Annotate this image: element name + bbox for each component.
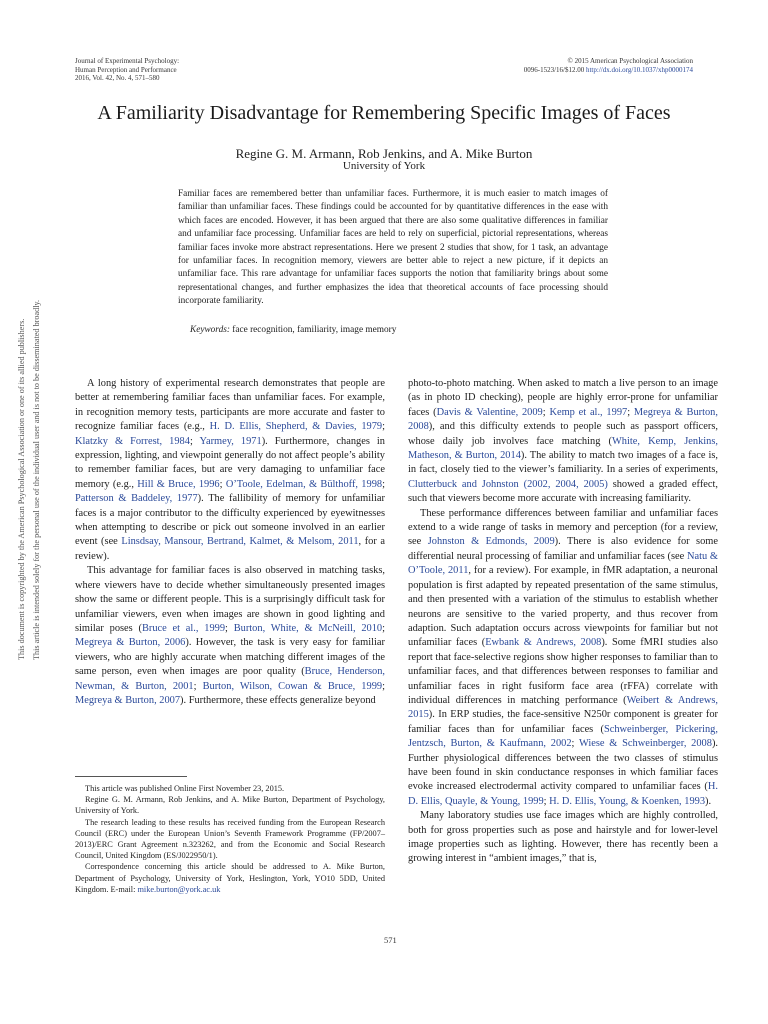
affiliation: University of York [342, 160, 426, 172]
footnote-text: The research leading to these results has received funding from the European Research Council (ERC) under the European Union’s Seventh Framework Programme (FP/2007–2013)/ERC Grant Agreement n.323262, and from the Economic and Social Research Council, United Kingdom (ES/J022950/1). [75, 817, 385, 861]
copyright-header [393, 57, 693, 74]
keywords-label: Keywords: [190, 325, 230, 335]
issn-price: 0096-1523/16/$12.00 [523, 65, 585, 74]
article-title: A Familiarity Disadvantage for Remembering Specific Images of Faces [97, 102, 671, 124]
citation-link[interactable]: Linsdsay, Mansour, Bertrand, Kalmet, & Melsom, 2011 [121, 536, 359, 548]
body-text: Many laboratory studies use face images which are highly controlled, both for gross properties such as pose and hairstyle and for lower-level image properties such as lighting. However, there has recently been a growing interest in “ambient images,” that is, [408, 810, 718, 865]
body-paragraph [408, 809, 718, 867]
body-text: ). Furthermore, changes in expression, lighting, and viewpoint generally do not affect people’s ability to remember familiar faces, but are very damaging to unfamiliar face memory (e.g., [75, 435, 385, 490]
left-column [75, 377, 385, 708]
citation-link[interactable]: Burton, Wilson, Cowan & Bruce, 1999 [202, 680, 383, 692]
citation-link[interactable]: H. D. Ellis, Young, & Koenken, 1993 [549, 795, 706, 807]
body-text: ). In ERP studies, the face-sensitive N250r component is greater for familiar faces than for unfamiliar faces ( [408, 709, 718, 735]
journal-header-line: Human Perception and Performance [75, 65, 177, 74]
footnote-text: Regine G. M. Armann, Rob Jenkins, and A. Mike Burton, Department of Psychology, University of York. [75, 795, 385, 816]
citation-link[interactable]: Patterson & Baddeley, 1977 [75, 493, 198, 505]
footnote-text: This article was published Online First November 23, 2015. [85, 784, 285, 793]
citation-link[interactable]: Wiese & Schweinberger, 2008 [579, 738, 712, 750]
body-paragraph [408, 507, 718, 810]
citation-link[interactable]: White, Kemp, Jenkins, Matheson, & Burton, 2014 [408, 435, 718, 462]
body-text: photo-to-photo matching. When asked to match a live person to an image (as in photo ID checking), people are highly error-prone for unfamiliar faces ( [408, 378, 718, 418]
citation-link[interactable]: Weibert & Andrews, 2015 [408, 694, 718, 721]
footnote-divider [75, 776, 187, 777]
citation-link[interactable]: Yarmey, 1971 [199, 435, 262, 447]
email-link[interactable]: mike.burton@york.ac.uk [137, 884, 221, 894]
keywords [178, 324, 608, 337]
citation-link[interactable]: Megreya & Burton, 2007 [75, 694, 181, 706]
doi-link[interactable]: http://dx.doi.org/10.1037/xhp0000174 [585, 65, 693, 74]
citation-link[interactable]: Bruce et al., 1999 [141, 622, 226, 634]
citation-link[interactable]: Klatzky & Forrest, 1984 [75, 435, 190, 447]
copyright-line: © 2015 American Psychological Association [567, 57, 693, 65]
side-notice-line: This document is copyrighted by the American Psychological Association or one of its allied publishers. [17, 318, 26, 660]
body-text: ; [219, 478, 226, 490]
journal-header-line: 2016, Vol. 42, No. 4, 571–580 [75, 74, 160, 82]
right-column [408, 377, 718, 867]
body-text: ; [542, 406, 550, 418]
author-list: Regine G. M. Armann, Rob Jenkins, and A. Mike Burton [235, 146, 533, 161]
citation-link[interactable]: Ewbank & Andrews, 2008 [485, 637, 602, 649]
citation-link[interactable]: Johnston & Edmonds, 2009 [427, 536, 555, 548]
body-text: ; [193, 680, 203, 692]
body-text: ; [382, 680, 385, 692]
body-text: ; [571, 738, 579, 750]
body-text: ; [189, 435, 200, 447]
copyright-side-notice [14, 260, 44, 660]
footnote [75, 783, 385, 794]
footnote [75, 817, 385, 862]
body-text: ). [705, 795, 712, 807]
citation-link[interactable]: Hill & Bruce, 1996 [137, 478, 220, 490]
body-text: ). Furthermore, these effects generalize beyond [180, 694, 376, 706]
citation-link[interactable]: Kemp et al., 1997 [549, 406, 628, 418]
body-text: ). There is also evidence for some differential neural processing of familiar and unfamiliar faces (see [408, 536, 718, 562]
journal-header [75, 57, 335, 83]
body-text: ), and this difficulty extends to people such as passport officers, whose daily job involves face matching ( [408, 421, 718, 447]
citation-link[interactable]: O’Toole, Edelman, & Bülthoff, 1998 [225, 478, 383, 490]
footnotes [75, 783, 385, 895]
footnote [75, 794, 385, 816]
body-text: A long history of experimental research demonstrates that people are better at remembering familiar faces than unfamiliar faces. For example, in recognition memory tests, participants are more accurate and faster to recognize familiar faces (e.g., [75, 378, 385, 433]
issn-doi-line [393, 66, 693, 75]
body-text: , for a review). For example, in fMR adaptation, a neuronal population is first adapted by repeated presentation of the same stimulus, and then presented with a variation of the stimulus to establish whether neurons are sensitive to the varied property, and thus recover from adaption. Such adaptation occurs across viewpoints for familiar but not unfamiliar faces ( [408, 565, 718, 649]
body-text: ). The ability to match two images of a face is, in fact, closely tied to the viewer’s familiarity. In a series of experiments, [408, 450, 718, 476]
citation-link[interactable]: Burton, White, & McNeill, 2010 [233, 622, 383, 634]
body-text: ; [225, 622, 234, 634]
side-notice-line: This article is intended solely for the personal use of the individual user and is not to be disseminated broadly. [32, 299, 41, 660]
body-text: ; [382, 478, 385, 490]
abstract: Familiar faces are remembered better than unfamiliar faces. Furthermore, it is much easier to match images of familiar than unfamiliar faces. These findings could be accounted for by quantitative differences in the ease with which faces are encoded. However, it has been argued that there are also some qualitative differences in familiar and unfamiliar face processing. Unfamiliar faces are held to rely on superficial, pictorial representations, whereas familiar faces invoke more abstract representations. Here we present 2 studies that show, for 1 task, an advantage for unfamiliar faces. In recognition memory, viewers are better able to reject a new picture, if it depicts an unfamiliar face. This rare advantage for unfamiliar faces supports the notion that familiarity brings about some representational changes, and further emphasizes the idea that theoretical accounts of face processing should incorporate familiarity. [178, 189, 608, 307]
citation-link[interactable]: Davis & Valentine, 2009 [436, 406, 543, 418]
body-text: ). Further physiological differences between the two classes of stimulus have been found in skin conductance responses in which familiar faces evoke increased electrodermal activity compared to unfamiliar faces ( [408, 738, 719, 793]
body-text: These performance differences between familiar and unfamiliar faces extend to a wide range of tasks in memory and perception (for a review, see [408, 507, 718, 548]
citation-link[interactable]: Megreya & Burton, 2008 [408, 406, 718, 433]
body-text: showed a graded effect, such that viewers become more accurate with increasing familiarity. [408, 478, 718, 505]
journal-header-line: Journal of Experimental Psychology: [75, 57, 180, 65]
footnote [75, 861, 385, 895]
body-text: ; [382, 421, 385, 433]
body-text: ). The fallibility of memory for unfamiliar faces is a major contributor to the difficulty experienced by eyewitnesses when attempting to describe or pick out someone involved in an earlier event (see [75, 493, 385, 548]
page-number: 571 [384, 935, 397, 945]
body-text: ; [382, 622, 386, 634]
footnote-text: Correspondence concerning this article should be addressed to A. Mike Burton, Department of Psychology, University of York, Heslington, York, YO10 5DD, United Kingdom. E-mail: [75, 862, 385, 894]
citation-link[interactable]: Megreya & Burton, 2006 [75, 637, 186, 649]
citation-link[interactable]: Schweinberger, Pickering, Jentzsch, Burton, & Kaufmann, 2002 [408, 723, 718, 750]
citation-link[interactable]: Clutterbuck and Johnston (2002, 2004, 2005) [408, 478, 608, 490]
body-paragraph [75, 377, 385, 564]
body-text: ; [627, 406, 634, 418]
body-text: , for a review). [75, 536, 385, 562]
body-text: ). However, the task is very easy for familiar viewers, who are highly accurate when matching different images of the same person, even when images are poor quality ( [75, 637, 385, 678]
citation-link[interactable]: Bruce, Henderson, Newman, & Burton, 2001 [75, 666, 385, 692]
body-text: ; [543, 795, 550, 807]
body-paragraph [75, 564, 385, 708]
keywords-text: face recognition, familiarity, image memory [232, 325, 397, 335]
citation-link[interactable]: H. D. Ellis, Shepherd, & Davies, 1979 [209, 421, 383, 433]
body-paragraph [408, 377, 718, 507]
body-text: This advantage for familiar faces is also observed in matching tasks, where viewers have to decide whether simultaneously presented images show the same or different people. This is a surprisingly difficult task for unfamiliar viewers, even when images are shown in good lighting and similar poses ( [75, 565, 385, 634]
citation-link[interactable]: H. D. Ellis, Quayle, & Young, 1999 [408, 781, 718, 807]
body-text: ). Some fMRI studies also report that face-selective regions show higher responses to familiar than to unfamiliar faces, and that differences between responses to familiar and unfamiliar faces in right fusiform face area (rFFA) correlate with individual differences in matching performance ( [408, 637, 718, 706]
citation-link[interactable]: Natu & O’Toole, 2011 [408, 550, 718, 577]
